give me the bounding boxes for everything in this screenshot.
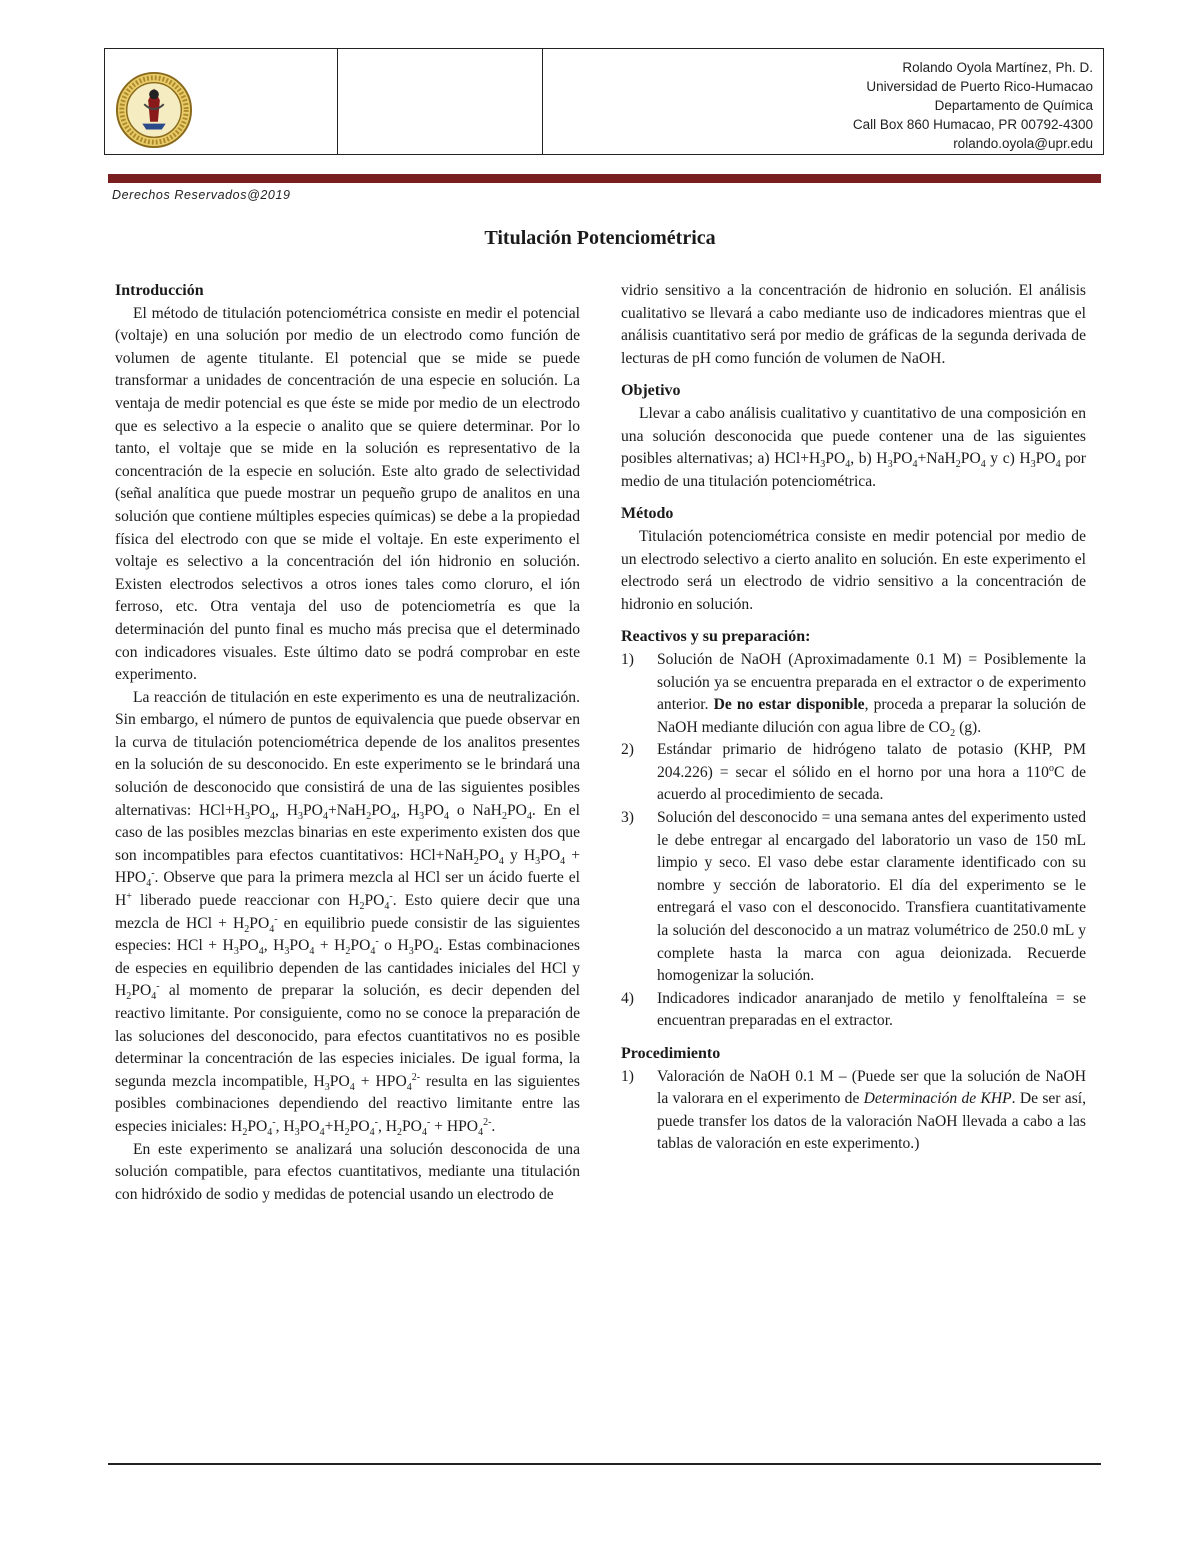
header-table [104, 48, 1104, 155]
item-number: 3) [621, 809, 634, 827]
section-gap [621, 370, 1086, 380]
procedure-list [621, 1066, 1086, 1156]
left-column [115, 280, 580, 1206]
reagent-item: 3) Solución del desconocido = una semana antes del experimento usted le debe entregar al encargado del laboratorio un vaso de 150 mL limpio y seco. El vaso debe estar claramente identificado con su nombre y sección de laboratorio. El día del experimento se le entregará el vaso con el desconocido. Transfiera cuantitativamente la solución del desconocido a un matraz volumétrico de 250.0 mL y complete hasta la marca con agua deionizada. Recuerde homogenizar la solución. [621, 809, 1086, 985]
address: Call Box 860 Humacao, PR 00792-4300 [852, 117, 1093, 132]
footer-divider [108, 1463, 1101, 1465]
method-heading: Método [621, 505, 674, 523]
intro-paragraph-2: La reacción de titulación en este experimento es una de neutralización. Sin embargo, el número de puntos de equivalencia que puede observar en la curva de titulación potenciométrica depende de los analitos presentes en la solución de su desconocido. En este experimento se le brindará una solución de desconocido que consistirá de una de las siguientes posibles alternativas: $HCl+H_3PO_4$, $H_3PO_4+NaH_2PO_4$, $H_3PO_4$ o $NaH_2PO_4$. En el caso de las posibles mezclas binarias en este experimento existen dos que son incompatibles para efectos cuantitativos: $HCl+NaH_2PO_4$ y $H_3PO_4 + HPO_4^-$. Observe que para la primera mezcla al HCl ser un ácido fuerte el H+ liberado puede reaccionar con $H_2PO_4^-$. Esto quiere decir que una mezcla de HCl + $H_2PO_4^-$ en equilibrio puede consistir de las siguientes especies: HCl + $H_3PO_4$, $H_3PO_4 + H_2PO_4^-$ o $H_3PO_4$. Estas combinaciones de especies en equilibrio dependen de las cantidades iniciales del HCl y $H_2PO_4^-$ al momento de preparar la solución, es decir dependen del reactivo limitante. Por consiguiente, como no se conoce la preparación de las soluciones del desconocido, para efectos cuantitativos no es posible determinar la concentración de las especies iniciales. De igual forma, la segunda mezcla incompatible, $H_3PO_4 + HPO_4^{2-}$ resulta en las siguientes posibles combinaciones dependiendo del reactivo limitante entre las especies iniciales: $H_2PO_4^-$, $H_3PO_4+H_2PO_4^-$, $H_2PO_4^- + HPO_4^{2-}$. [115, 688, 580, 1139]
section-gap [621, 493, 1086, 503]
procedure-heading: Procedimiento [621, 1045, 721, 1062]
intro-paragraph-3-continued: vidrio sensitivo a la concentración de hidronio en solución. El análisis cualitativo se llevará a cabo mediante uso de indicadores mientras que el análisis cuantitativo será por medio de gráficas de la segunda derivada de lecturas de pH como función de volumen de NaOH. [621, 282, 1086, 367]
section-gap [621, 616, 1086, 626]
right-column [621, 280, 1086, 1156]
intro-paragraph-3: En este experimento se analizará una solución desconocida de una solución compatible, para efectos cuantitativos, mediante una titulación con hidróxido de sodio y medidas de potencial usando un electrodo de [115, 1140, 580, 1203]
section-gap [621, 1033, 1086, 1043]
procedure-item: 1) Valoración de NaOH 0.1 M – (Puede ser que la solución de NaOH la valorara en el experimento de Determinación de KHP. De ser así, puede transfer los datos de la valoración NaOH llevada a cabo a las tablas de valoración en este experimento.) [621, 1067, 1086, 1153]
logo-cell [105, 49, 338, 155]
item-number: 1) [621, 650, 634, 668]
email: rolando.oyola@upr.edu [953, 136, 1093, 151]
item-number: 4) [621, 989, 634, 1007]
reagent-item: 2) Estándar primario de hidrógeno talato de potasio (KHP, PM 204.226) = secar el sólido en el horno por una hora a 110$^o$C de acuerdo al procedimiento de secada. [621, 741, 1086, 804]
objective-text: Llevar a cabo análisis cualitativo y cuantitativo de una composición en una solución desconocida que puede contener una de las siguientes posibles alternativas; a) $HCl+H_3PO_4$, b) $H_3PO_4+NaH_2PO_4$ y c) $H_3PO_4$ por medio de una titulación potenciométrica. [621, 404, 1086, 490]
copyright-notice: Derechos Reservados@2019 [112, 188, 291, 202]
intro-heading: Introducción [115, 282, 204, 299]
reagents-list [621, 649, 1086, 1033]
intro-paragraph-1: El método de titulación potenciométrica consiste en medir el potencial (voltaje) en una solución por medio de un electrodo como función de volumen de agente titulante. El potencial que se mide se puede transformar a unidades de concentración de una especie en solución. La ventaja de medir potencial es que éste se mide por medio de un electrodo que es selectivo a la especie o analito que se quiere determinar. Por lo tanto, el voltaje que se mide en la solución es representativo de la concentración de la especie en solución. Este alto grado de selectividad (señal analítica que puede mostrar un pequeño grupo de analitos en una solución que contiene múltiples especies químicas) se debe a la propiedad física del electrodo con que se mide el voltaje. En este experimento el voltaje es selectivo a la concentración del ión hidronio en solución. Existen electrodos selectivos a otros iones tales como cloruro, el ión ferroso, etc. Otra ventaja del uso de potenciometría es que la determinación del punto final es mucho más precisa que el determinado con indicadores visuales. Este último dato se podrá comprobar en este experimento. [115, 304, 580, 684]
empty-cell [338, 49, 543, 155]
university: Universidad de Puerto Rico-Humacao [866, 79, 1093, 94]
author-name: Rolando Oyola Martínez, Ph. D. [902, 60, 1093, 75]
contact-block [543, 49, 1104, 155]
university-seal-icon [115, 71, 193, 149]
item-number: 1) [621, 1067, 634, 1085]
method-text: Titulación potenciométrica consiste en medir potencial por medio de un electrodo selectivo a cierto analito en solución. En este experimento el electrodo será un electrodo de vidrio sensitivo a la concentración de hidronio en solución. [621, 527, 1086, 613]
reagents-heading: Reactivos y su preparación: [621, 628, 811, 646]
department: Departamento de Química [934, 98, 1093, 113]
reagent-item: 1) Solución de NaOH (Aproximadamente 0.1 M) = Posiblemente la solución ya se encuentra preparada en el extractor o de experimento anterior. De no estar disponible, proceda a preparar la solución de NaOH mediante dilución con agua libre de $CO_2$ (g). [621, 650, 1086, 739]
objective-heading: Objetivo [621, 382, 681, 400]
reagent-item: 4) Indicadores indicador anaranjado de metilo y fenolftaleína = se encuentran preparadas en el extractor. [621, 989, 1086, 1030]
page-title: Titulación Potenciométrica [484, 227, 716, 249]
header-divider [108, 174, 1101, 183]
item-number: 2) [621, 741, 634, 759]
